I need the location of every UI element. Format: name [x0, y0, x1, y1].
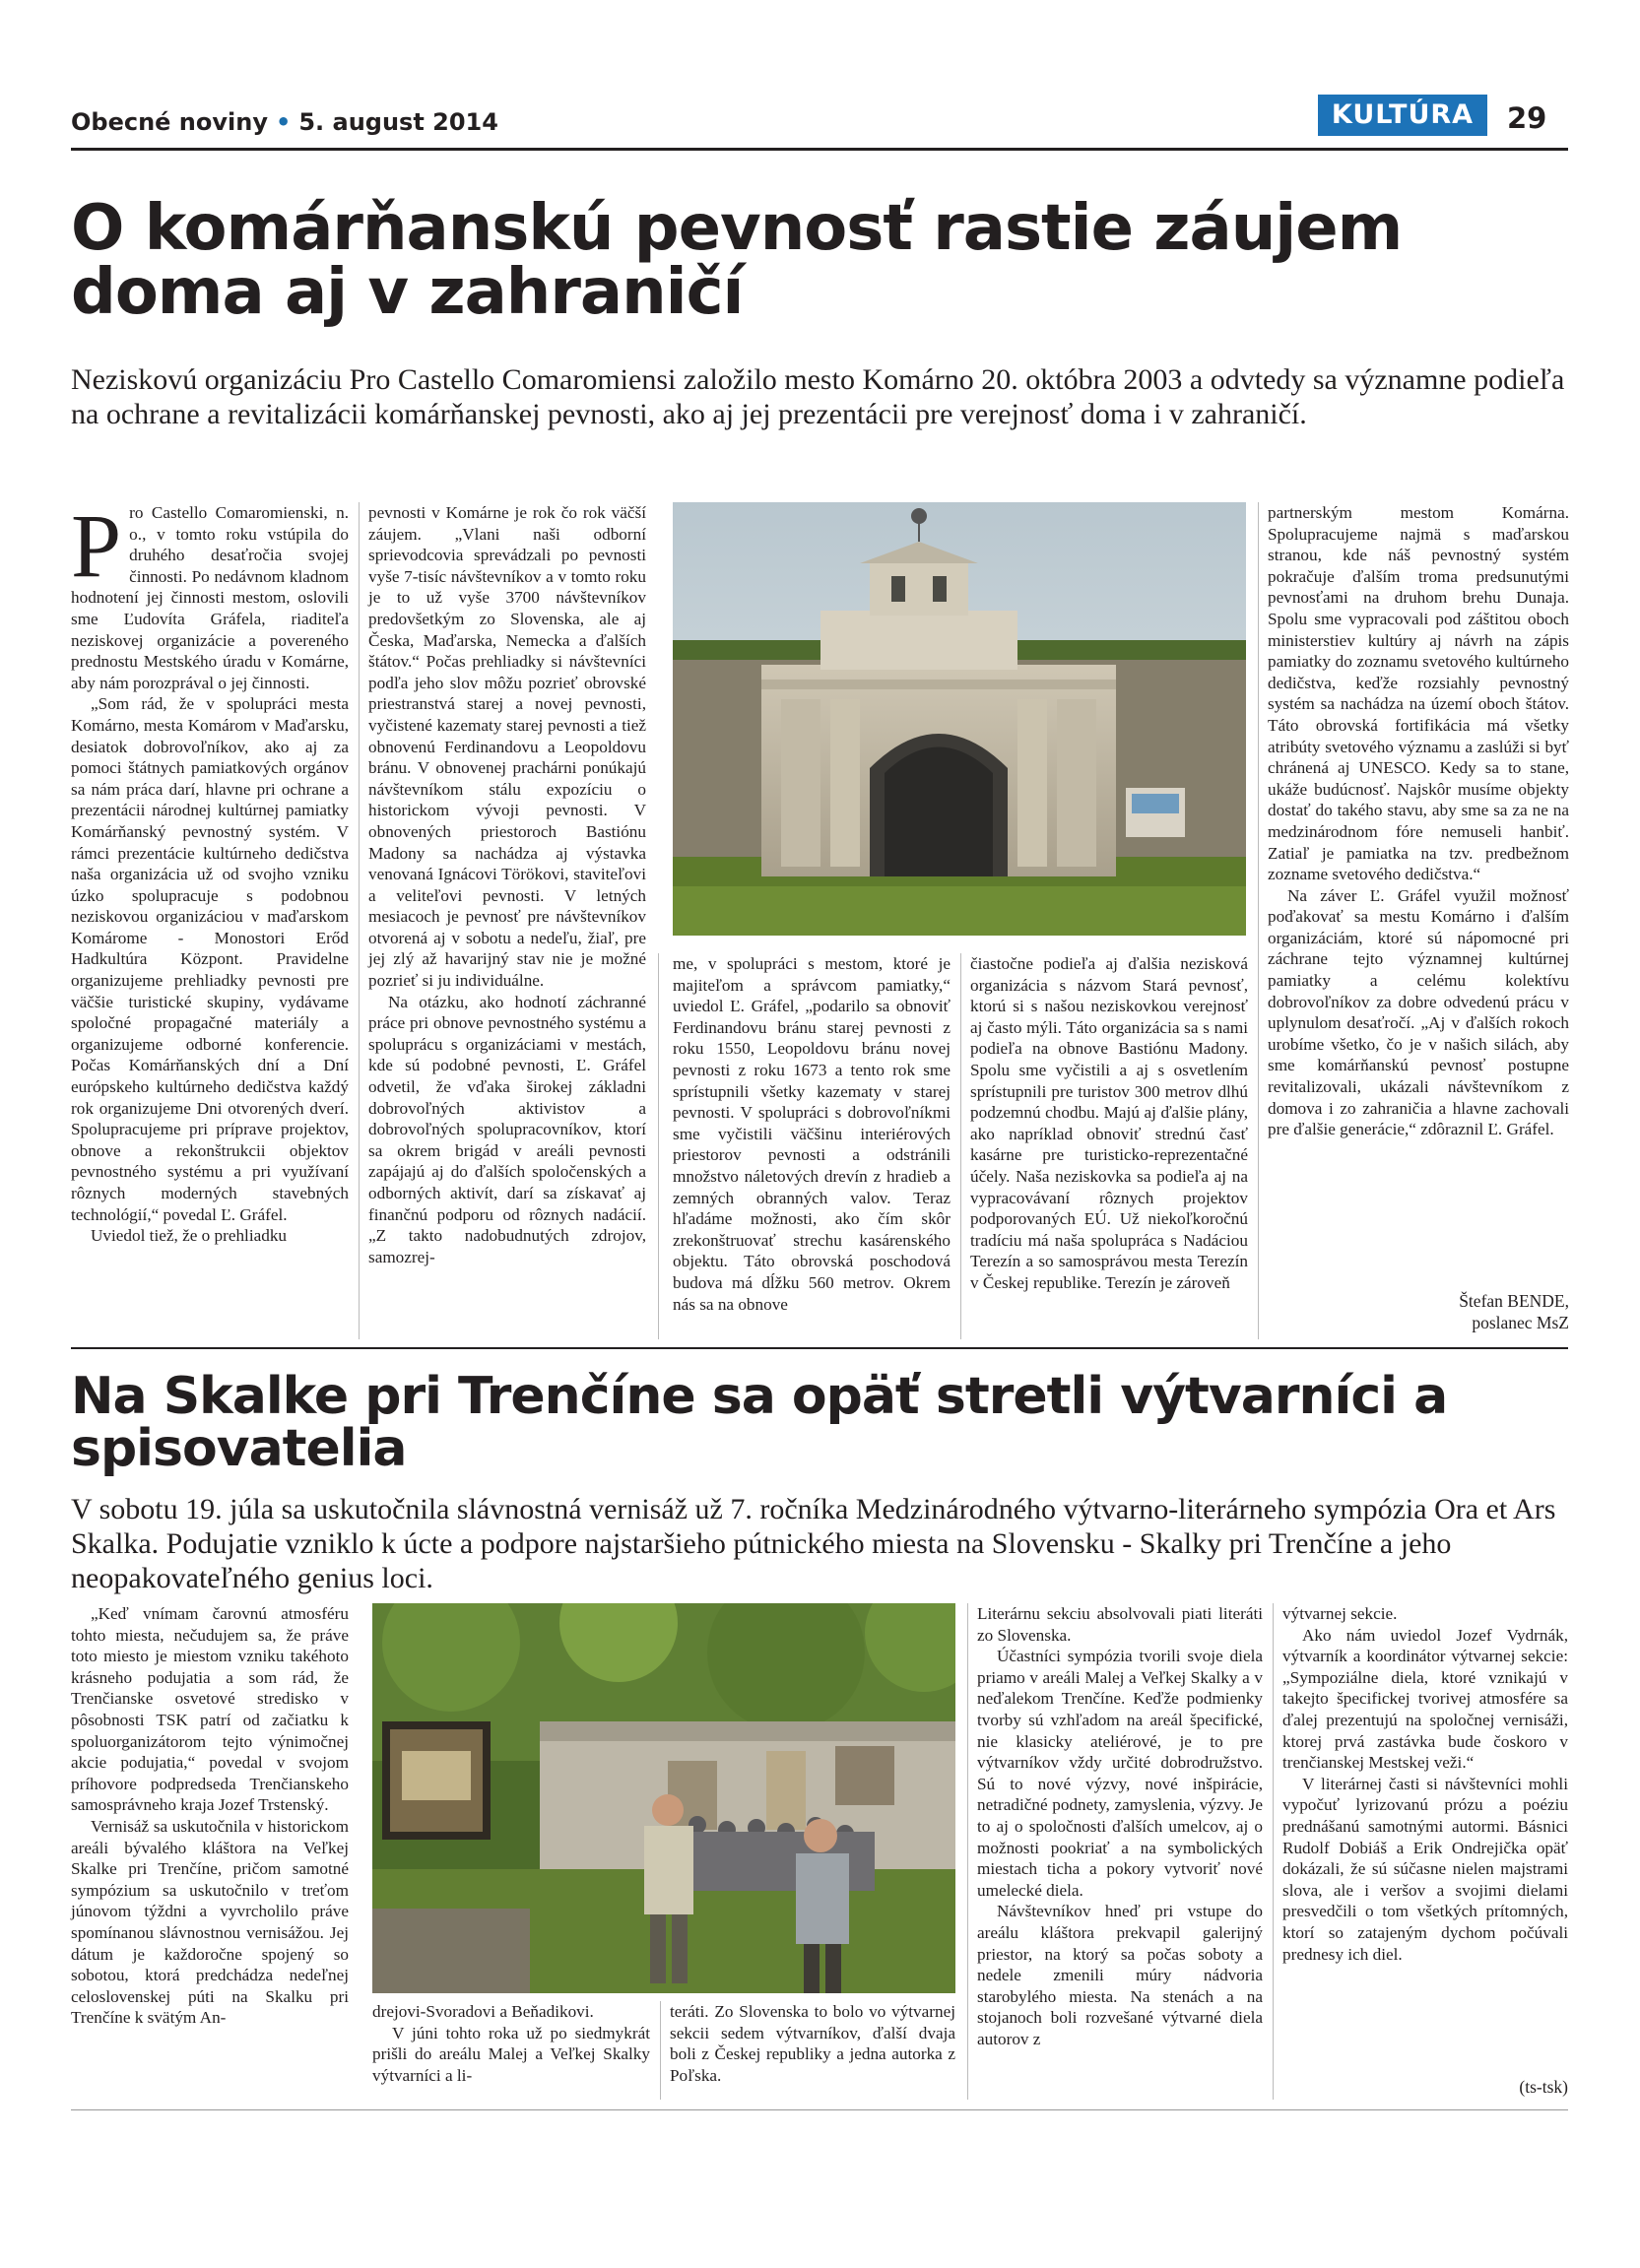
drop-cap: P: [71, 495, 122, 596]
article-divider: [71, 1347, 1568, 1349]
article2-headline: Na Skalke pri Trenčíne sa opäť stretli výtvarníci a spisovatelia: [71, 1367, 1448, 1479]
article2-paragraph: drejovi-Svoradovi a Beňadikovi.: [372, 2002, 594, 2021]
article1-author: [1268, 1290, 1569, 1333]
column-divider: [1258, 502, 1259, 1339]
article2-paragraph: výtvarnej sekcie.: [1282, 1604, 1398, 1623]
article2-column-4: [977, 1603, 1263, 2049]
bottom-rule: [71, 2109, 1568, 2110]
article1-paragraph: Pro Castello Comaromienski, n. o., v tomto roku vstúpila do druhého desaťročia svojej činnosti. Po nedávnom kladnom hodnotení jej činnosti mestom, oslovili sme Ľudovíta Gráfela, riaditeľa neziskovej organizácie a povereného prednostu Mestského úradu v Komárne, aby nám porozprával o jej činnosti.: [71, 495, 349, 692]
column-divider: [1273, 1603, 1274, 2100]
author-name: Štefan BENDE,: [1459, 1291, 1569, 1311]
article2-paragraph: Návštevníkov hneď pri vstupe do areálu kláštora prekvapil galerijný priestor, na ktorý sa počas soboty a nedele zmenili múry nádvoria starobylého miesta. Na stenách a na stojanoch boli rozvešané výtvarné diela autorov z: [977, 1902, 1263, 2048]
column-divider: [359, 502, 360, 1339]
article2-column-5: [1282, 1603, 1568, 1965]
article2-column-2: [372, 2001, 650, 2086]
vernissage-photo: [372, 1603, 955, 1993]
article1-paragraph: pevnosti v Komárne je rok čo rok väčší záujem. „Vlani naši odborní sprievodcovia sprevádzali po pevnosti vyše 7-tisíc návštevníkov a v tomto roku je to už vyše 3700 návštevníkov predovšetkým zo Slovenska, ale aj Česka, Maďarska, Nemecka a ďalších štátov.“ Počas prehliadky si návštevníci podľa jeho slov môžu pozrieť obrovské priestranstvá starej a novej pevnosti, vyčistené kazematy starej pevnosti a tiež obnovenú Ferdinandovu a Leopoldovu bránu. V obnovenej prachárni ponúkajú návštevníkom stálu expozíciu o historickom vývoji pevnosti. V obnovených priestoroch Bastiónu Madony sa nachádza aj výstavka venovaná Ignácovi Törökovi, staviteľovi a veliteľovi pevnosti. V letných mesiacoch je pevnosť pre návštevníkov otvorená aj v sobotu a nedeľu, žiaľ, pre jej zlý až havarijný stav nie je možné pozrieť si ju individuálne.: [368, 503, 646, 991]
article1-column-3: [673, 953, 951, 1315]
article1-lead: Neziskovú organizáciu Pro Castello Comaromiensi založilo mesto Komárno 20. októbra 2003 a odvtedy sa významne podieľa na ochrane a revitalizácii komárňanskej pevnosti, ako aj jej prezentácii pre verejnosť doma i v zahraničí.: [71, 363, 1565, 430]
article2-column-3: [670, 2001, 955, 2086]
header-rule: [71, 148, 1568, 151]
article1-paragraph: „Som rád, že v spolupráci mesta Komárno, mesta Komárom v Maďarsku, desiatok dobrovoľníkov, ako aj za pomoci štátnych pamiatkových orgánov sa nám práca darí, hlavne pri ochrane a prezentácii národnej kultúrnej pamiatky Komárňanský pevnostný systém. V rámci prezentácie kultúrneho dedičstva naša organizácia už od svojho vzniku úzko spolupracuje s podobnou neziskovou organizáciou v maďarskom Komárome - Monostori Erőd Hadkultúra Központ. Pravidelne organizujeme prehliadky pevnosti pre väčšie turistické skupiny, vydávame spoločné propagačné materiály a organizujeme odborné konferencie. Počas Komárňanských dní a Dní európskeho kultúrneho dedičstva každý rok organizujeme Dni otvorených dverí. Spolupracujeme pri príprave projektov, obnove a rekonštrukcii objektov pevnostného systému a pri využívaní rôznych moderných stavebných technológií,“ povedal Ľ. Gráfel.: [71, 694, 349, 1224]
article2-paragraph: teráti. Zo Slovenska to bolo vo výtvarnej sekcii sedem výtvarníkov, ďalší dvaja boli z Českej republiky a jedna autorka z Poľska.: [670, 2002, 955, 2085]
article2-lead: V sobotu 19. júla sa uskutočnila slávnostná vernisáž už 7. ročníka Medzinárodného výtvarno-literárneho sympózia Ora et Ars Skalka. Podujatie vzniklo k úcte a podpore najstaršieho pútnického miesta na Slovensku - Skalky pri Trenčíne a jeho neopakovateľného genius loci.: [71, 1493, 1556, 1594]
article2-paragraph: „Keď vnímam čarovnú atmosféru tohto miesta, nečudujem sa, že práve toto miesto je miestom vzniku takéhoto krásneho podujatia a som rád, že Trenčianske osvetové stredisko v pôsobnosti TSK patrí od začiatku k spoluorganizátorom tejto výnimočnej akcie podujatia,“ povedal v svojom príhovore podpredseda Trenčianskeho samosprávneho kraja Jozef Trstenský.: [71, 1604, 349, 1815]
article1-paragraph: Na otázku, ako hodnotí záchranné práce pri obnove pevnostného systému a spoluprácu s organizáciami v mestách, kde sú podobné pevnosti, Ľ. Gráfel odvetil, že vďaka širokej základni dobrovoľných aktivistov a dobrovoľných spolupracovníkov, ktorí sa okrem brigád v areáli pevnosti zapájajú aj do ďalších spoločenských a odborných aktivít, darí sa získavať aj finančnú podporu od rôznych nadácií. „Z takto nadobudnutých zdrojov, samozrej-: [368, 992, 646, 1266]
masthead: [71, 108, 498, 136]
article1-column-5: [1268, 502, 1569, 1140]
article1-paragraph: Uviedol tiež, že o prehliadku: [91, 1226, 288, 1246]
issue-date: 5. august 2014: [298, 108, 498, 136]
column-divider: [967, 1603, 968, 2100]
article2-paragraph: Ako nám uviedol Jozef Vydrnák, výtvarník a koordinátor výtvarnej sekcie: „Sympoziálne diela, ktoré vznikajú v takejto špecifickej tvorivej atmosfére sa ďalej prezentujú na spoločnej vernisáži, ktorej prvá zastávka bude čoskoro v trenčianskej Mestskej veži.“: [1282, 1625, 1568, 1773]
page-number: 29: [1507, 101, 1547, 135]
article2-column-1: [71, 1603, 349, 2029]
column-divider: [660, 2001, 661, 2100]
publication-name: Obecné noviny: [71, 108, 268, 136]
article2-paragraph: Literárnu sekciu absolvovali piati literáti zo Slovenska.: [977, 1604, 1263, 1645]
article1-paragraph: partnerským mestom Komárna. Spolupracujeme najmä s maďarskou stranou, kde náš pevnostný systém pokračuje ďalším troma predsunutými pevnosťami na druhom brehu Dunaja. Spolu sme vypracovali pod záštitou oboch ministerstiev kultúry aj návrh na zápis pamiatky do zoznamu svetového kultúrneho dedičstva, keďže rozsiahly pevnostný systém sa nachádza na území oboch štátov. Táto obrovská fortifikácia má všetky atribúty svetového významu a zaslúži si byť chránená aj UNESCO. Kedy sa to stane, ukáže budúcnosť. Najskôr musíme objekty dostať do takého stavu, aby sme sa za ne na medzinárodnom fóre nemuseli hanbiť. Zatiaľ je pamiatka na tzv. predbežnom zozname svetového dedičstva.“: [1268, 503, 1569, 884]
section-label: KULTÚRA: [1318, 95, 1487, 136]
article1-paragraph: me, v spolupráci s mestom, ktoré je majiteľom a správcom pamiatky,“ uviedol Ľ. Gráfel, „podarilo sa obnoviť Ferdinandovu bránu starej pevnosti z roku 1550, Leopoldovu bránu novej pevnosti z roku 1673 a tento rok sme sprístupnili všetky kazematy v starej pevnosti. V spolupráci s dobrovoľníkmi sme vyčistili väčšinu interiérových priestorov pevnosti a odstránili množstvo náletových drevín z hradieb a zemných obranných valov. Teraz hľadáme možnosti, ako čím skôr zrekonštruovať strechu kasárenského objektu. Táto obrovská poschodová budova má dĺžku 560 metrov. Okrem nás sa na obnove: [673, 954, 951, 1314]
fortress-gate-photo: [673, 502, 1246, 936]
author-role: poslanec MsZ: [1472, 1313, 1569, 1332]
article1-column-2: [368, 502, 646, 1267]
article2-paragraph: Vernisáž sa uskutočnila v historickom areáli bývalého kláštora na Veľkej Skalke pri Trenčíne, pričom samotné sympózium sa uskutočnilo v treťom júnovom týždni a vyvrcholilo práve spomínanou slávnostnou vernisážou. Jej dátum je každoročne spojený so sobotou, ktorá predchádza nedeľnej celoslovenskej púti na Skalku pri Trenčíne k svätým An-: [71, 1816, 349, 2028]
article2-author: (ts-tsk): [1519, 2077, 1568, 2097]
article2-paragraph: V júni tohto roka už po siedmykrát prišli do areálu Malej a Veľkej Skalky výtvarníci a li-: [372, 2023, 650, 2085]
article1-column-1: [71, 495, 349, 1247]
article1-paragraph: čiastočne podieľa aj ďalšia nezisková organizácia s názvom Stará pevnosť, ktorú si s našou neziskovkou verejnosť aj často mýli. Táto organizácia sa s nami podieľa na obnove Bastiónu Madony. Spolu sme vyčistili a aj s osvetlením sprístupnili pre turistov 300 metrov dlhú podzemnú chodbu. Majú aj ďalšie plány, ako napríklad obnoviť strednú časť kasárne pre turisticko-reprezentačné účely. Naša neziskovka sa podieľa aj na vypracovávaní rôznych projektov podporovaných EÚ. Už niekoľkoročnú tradíciu má naša spolupráca s Nadáciou Terezín a so samosprávou mesta Terezín v Českej republike. Terezín je zároveň: [970, 954, 1248, 1292]
article2-paragraph: V literárnej časti si návštevníci mohli vypočuť lyrizovanú prózu a poéziu prednášanú samotnými autormi. Básnici Rudolf Dobiáš a Erik Ondrejička opäť dokázali, že sú súčasne nielen majstrami slova, ale i veršov a svojimi dielami presvedčili o tom všetkých prítomných, ktorí so zatajeným dychom počúvali prednesy ich diel.: [1282, 1774, 1568, 1964]
article2-paragraph: Účastníci sympózia tvorili svoje diela priamo v areáli Malej a Veľkej Skalky a v neďalekom Trenčíne. Keďže podmienky tvorby sú vzhľadom na areál špecifické, nie klasicky ateliérové, je to pre výtvarníkov vždy určité dobrodružstvo. Sú to nové výzvy, nové inšpirácie, netradičné podnety, zamyslenia, výzvy. Je to aj o spoločnosti ďalších umelcov, aj o možnosti pookriať a na symbolických miestach ticha a pokory vytvoriť nové umelecké diela.: [977, 1647, 1263, 1900]
article1-column-4: [970, 953, 1248, 1294]
separator-dot: •: [275, 108, 292, 136]
article1-paragraph: Na záver Ľ. Gráfel využil možnosť poďakovať sa mestu Komárno i ďalším organizáciám, ktoré sú nápomocné pri záchrane tejto významnej kultúrnej pamiatky a celému kolektívu dobrovoľníkov za dobre odvedenú prácu v uplynulom desaťročí. „Aj v ďalších rokoch urobíme všetko, čo je v našich silách, aby sme komárňanskú pevnosť postupne revitalizovali, ukázali návštevníkom z domova i zo zahraničia a hlavne zachovali pre ďalšie generácie,“ zdôraznil Ľ. Gráfel.: [1268, 885, 1569, 1139]
column-divider: [658, 953, 659, 1339]
column-divider: [960, 953, 961, 1339]
article1-headline: O komárňanskú pevnosť rastie záujem doma aj v zahraničí: [71, 192, 1403, 330]
